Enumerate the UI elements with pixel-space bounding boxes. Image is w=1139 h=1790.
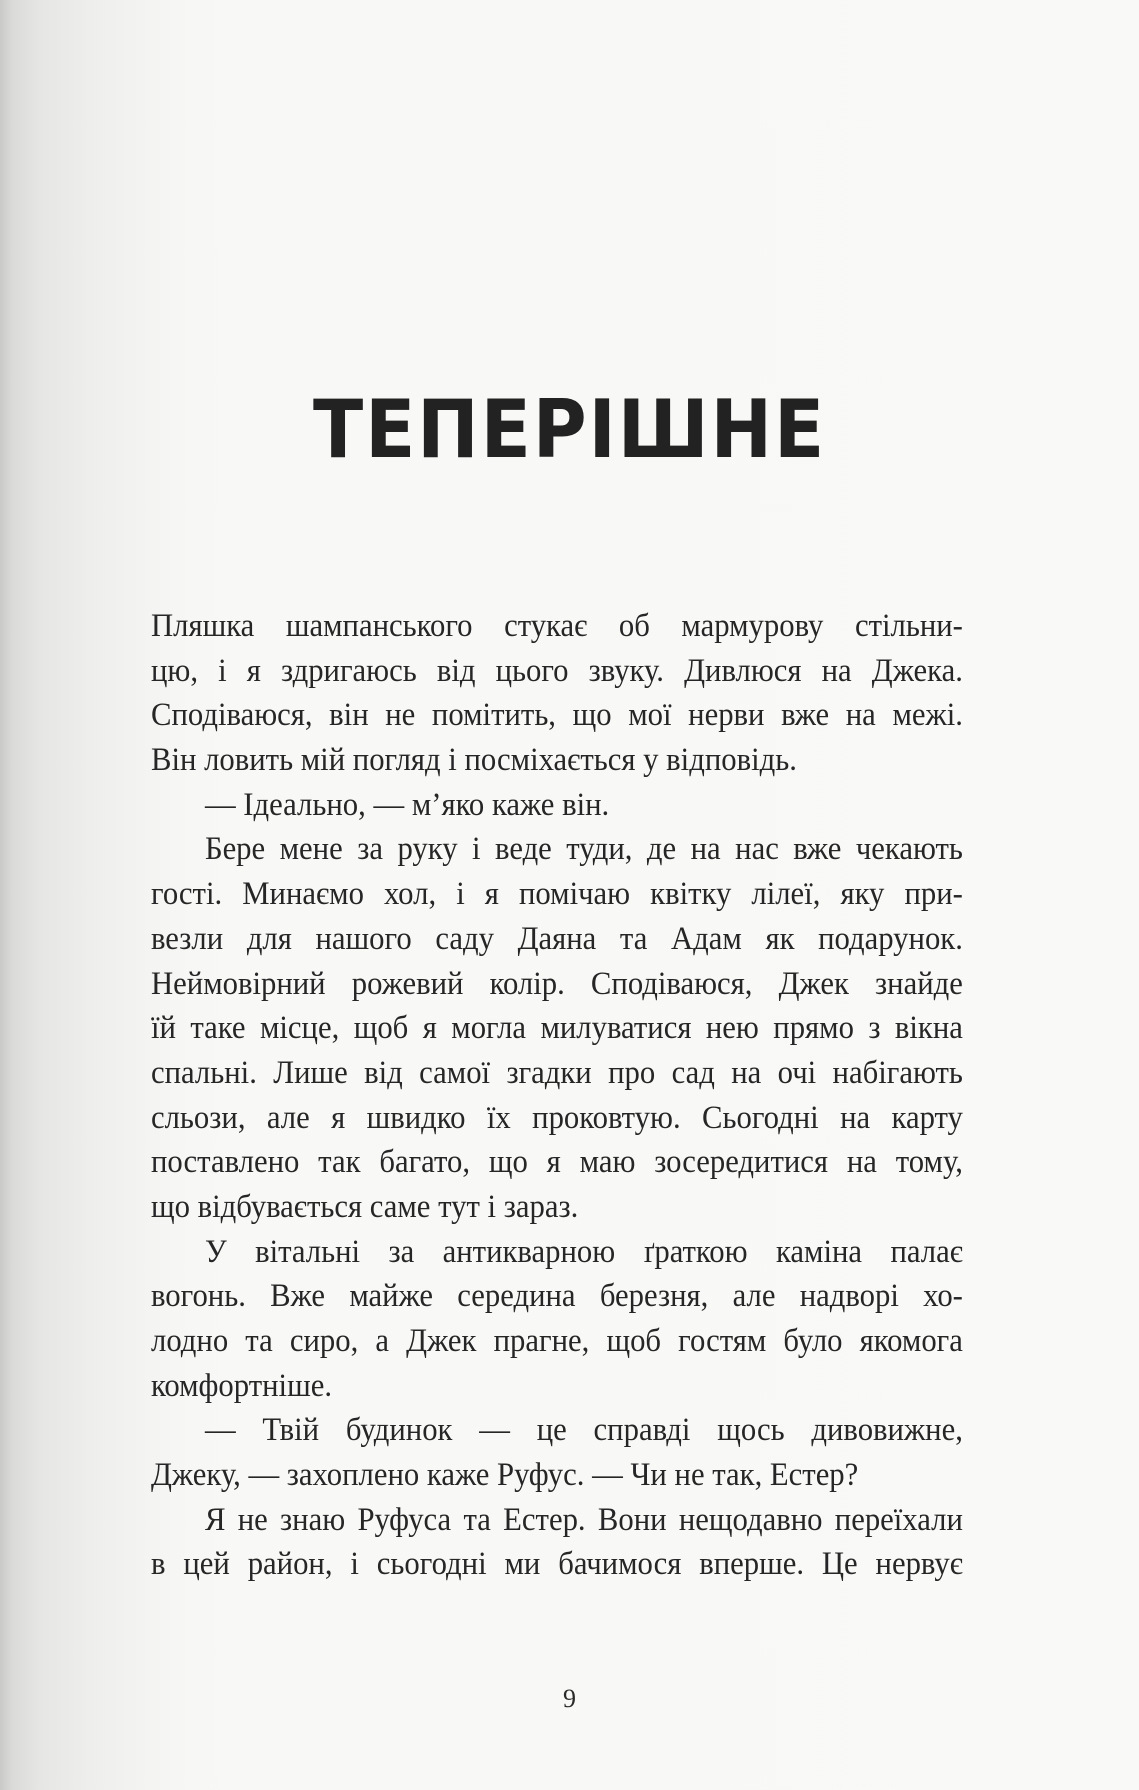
text-line: Він ловить мій погляд і посміхається у відповідь. xyxy=(151,742,797,779)
text-line: в цей район, і сьогодні ми бачимося вперше. Це нервує xyxy=(151,1546,963,1583)
text-line: що відбувається саме тут і зараз. xyxy=(151,1188,579,1225)
text-line: Бере мене за руку і веде туди, де на нас вже чекають xyxy=(204,831,963,868)
text-line: спальні. Лише від самої згадки про сад на очі набігають xyxy=(151,1054,963,1091)
text-line: Пляшка шампанського стукає об мармурову стільни- xyxy=(151,608,963,644)
text-line: гості. Минаємо хол, і я помічаю квітку лілеї, яку при- xyxy=(151,876,963,913)
text-line: цю, і я здригаюсь від цього звуку. Дивлюся на Джека. xyxy=(151,652,963,689)
page-number: 9 xyxy=(563,1684,576,1713)
body-text xyxy=(151,604,963,1587)
text-line: Джеку, — захоплено каже Руфус. — Чи не так, Естер? xyxy=(151,1457,859,1494)
text-line: сльози, але я швидко їх проковтую. Сьогодні на карту xyxy=(151,1099,963,1136)
text-line: комфортніше. xyxy=(151,1367,333,1404)
text-line: У вітальні за антикварною ґраткою каміна палає xyxy=(204,1233,963,1270)
text-line: їй таке місце, щоб я могла милуватися нею прямо з вікна xyxy=(151,1010,963,1047)
text-line: поставлено так багато, що я маю зосередитися на тому, xyxy=(151,1144,963,1181)
text-line: — Твій будинок — це справді щось дивовижне, xyxy=(204,1412,963,1449)
text-line: Неймовірний рожевий колір. Сподіваюся, Джек знайде xyxy=(151,965,963,1002)
text-line: лодно та сиро, а Джек прагне, щоб гостям було якомога xyxy=(151,1323,963,1359)
text-line: Сподіваюся, він не помітить, що мої нерви вже на межі. xyxy=(151,697,963,734)
text-line: вогонь. Вже майже середина березня, але надворі хо- xyxy=(151,1278,963,1315)
text-line: Я не знаю Руфуса та Естер. Вони нещодавно переїхали xyxy=(204,1501,963,1538)
chapter-title: ТЕПЕРІШНЕ xyxy=(313,382,827,476)
text-line: везли для нашого саду Даяна та Адам як подарунок. xyxy=(151,920,963,957)
text-line: — Ідеально, — м’яко каже він. xyxy=(204,786,610,823)
